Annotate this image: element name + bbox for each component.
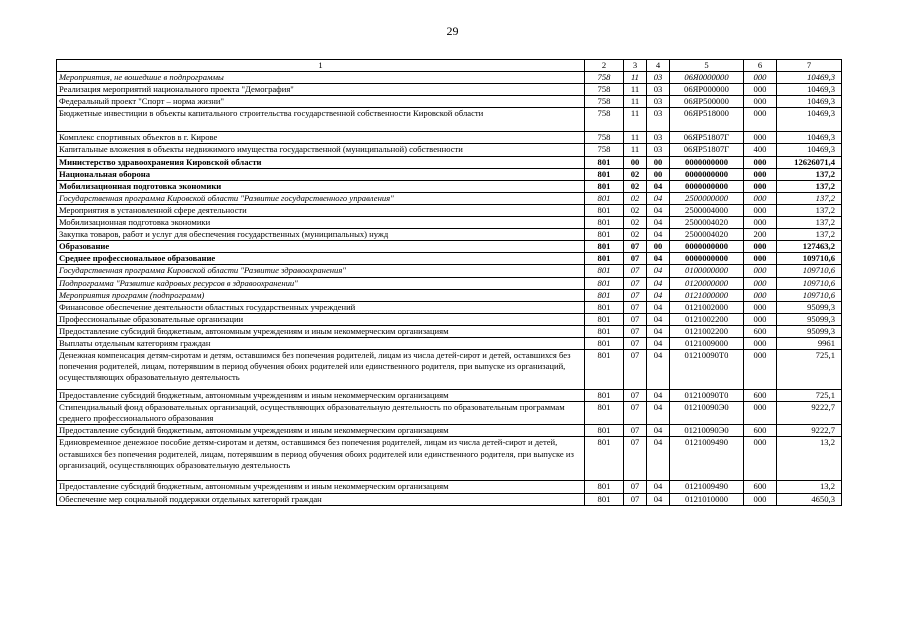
- cell-name: Государственная программа Кировской области "Развитие государственного управления": [57, 192, 585, 204]
- cell-section: 11: [624, 96, 647, 108]
- cell-amount: 137,2: [777, 204, 842, 216]
- budget-table: [56, 59, 842, 506]
- cell-amount: 9222,7: [777, 402, 842, 425]
- table-row: [57, 425, 842, 437]
- cell-section: 11: [624, 132, 647, 144]
- cell-name: Реализация мероприятий национального проекта "Демография": [57, 84, 585, 96]
- cell-subsection: 03: [647, 72, 670, 84]
- cell-subsection: 04: [647, 192, 670, 204]
- cell-section: 07: [624, 402, 647, 425]
- cell-section: 07: [624, 493, 647, 505]
- cell-ministry-code: 801: [585, 337, 624, 349]
- cell-name: Федеральный проект "Спорт – норма жизни": [57, 96, 585, 108]
- cell-subsection: 04: [647, 493, 670, 505]
- cell-target-article: 06ЯР500000: [670, 96, 744, 108]
- table-row: [57, 144, 842, 156]
- cell-expense-type: 000: [744, 156, 777, 168]
- header-cell-ministry: 2: [585, 60, 624, 72]
- cell-subsection: 03: [647, 96, 670, 108]
- cell-target-article: 2500004000: [670, 204, 744, 216]
- cell-ministry-code: 801: [585, 350, 624, 390]
- table-row: [57, 204, 842, 216]
- cell-amount: 10469,3: [777, 108, 842, 132]
- cell-ministry-code: 801: [585, 325, 624, 337]
- cell-amount: 137,2: [777, 217, 842, 229]
- table-row: [57, 84, 842, 96]
- cell-expense-type: 000: [744, 72, 777, 84]
- cell-expense-type: 600: [744, 425, 777, 437]
- table-row: [57, 229, 842, 241]
- cell-target-article: 0000000000: [670, 241, 744, 253]
- cell-section: 07: [624, 481, 647, 493]
- cell-subsection: 04: [647, 437, 670, 481]
- cell-expense-type: 000: [744, 337, 777, 349]
- cell-name: Национальная оборона: [57, 168, 585, 180]
- cell-amount: 10469,3: [777, 84, 842, 96]
- cell-section: 07: [624, 301, 647, 313]
- table-row: [57, 337, 842, 349]
- table-row: [57, 72, 842, 84]
- cell-subsection: 00: [647, 156, 670, 168]
- cell-target-article: 0121000000: [670, 289, 744, 301]
- cell-subsection: 04: [647, 301, 670, 313]
- table-row: [57, 493, 842, 505]
- cell-subsection: 04: [647, 325, 670, 337]
- table-row: [57, 402, 842, 425]
- cell-section: 07: [624, 390, 647, 402]
- cell-ministry-code: 801: [585, 168, 624, 180]
- cell-name: Профессиональные образовательные организации: [57, 313, 585, 325]
- cell-target-article: 06ЯР51807Г: [670, 144, 744, 156]
- cell-amount: 137,2: [777, 180, 842, 192]
- header-cell-name: 1: [57, 60, 585, 72]
- cell-section: 02: [624, 192, 647, 204]
- cell-section: 07: [624, 325, 647, 337]
- cell-expense-type: 000: [744, 168, 777, 180]
- cell-ministry-code: 801: [585, 277, 624, 289]
- cell-ministry-code: 801: [585, 301, 624, 313]
- cell-name: Капитальные вложения в объекты недвижимого имущества государственной (муниципальной) собственности: [57, 144, 585, 156]
- table-row: [57, 217, 842, 229]
- cell-ministry-code: 758: [585, 72, 624, 84]
- header-cell-amount: 7: [777, 60, 842, 72]
- cell-target-article: 0121009000: [670, 337, 744, 349]
- cell-name: Бюджетные инвестиции в объекты капитального строительства государственной собственности Кировской области: [57, 108, 585, 132]
- cell-ministry-code: 801: [585, 289, 624, 301]
- cell-name: Мобилизационная подготовка экономики: [57, 217, 585, 229]
- cell-section: 11: [624, 144, 647, 156]
- table-row: [57, 108, 842, 132]
- cell-expense-type: 000: [744, 437, 777, 481]
- cell-target-article: 2500000000: [670, 192, 744, 204]
- cell-section: 07: [624, 337, 647, 349]
- table-row: [57, 437, 842, 481]
- cell-expense-type: 000: [744, 265, 777, 277]
- cell-subsection: 03: [647, 144, 670, 156]
- cell-name: Финансовое обеспечение деятельности областных государственных учреждений: [57, 301, 585, 313]
- cell-section: 07: [624, 289, 647, 301]
- table-row: [57, 168, 842, 180]
- header-row: [57, 60, 842, 72]
- cell-name: Закупка товаров, работ и услуг для обеспечения государственных (муниципальных) нужд: [57, 229, 585, 241]
- cell-subsection: 04: [647, 481, 670, 493]
- cell-section: 02: [624, 204, 647, 216]
- cell-amount: 95099,3: [777, 301, 842, 313]
- cell-subsection: 00: [647, 168, 670, 180]
- cell-amount: 13,2: [777, 481, 842, 493]
- cell-target-article: 0121002200: [670, 325, 744, 337]
- cell-target-article: 2500004020: [670, 217, 744, 229]
- header-cell-subsection: 4: [647, 60, 670, 72]
- cell-ministry-code: 758: [585, 108, 624, 132]
- cell-ministry-code: 801: [585, 265, 624, 277]
- cell-amount: 12626071,4: [777, 156, 842, 168]
- cell-ministry-code: 801: [585, 425, 624, 437]
- cell-expense-type: 000: [744, 180, 777, 192]
- cell-expense-type: 000: [744, 301, 777, 313]
- cell-target-article: 01210090Э0: [670, 425, 744, 437]
- cell-subsection: 03: [647, 108, 670, 132]
- cell-target-article: 0121009490: [670, 481, 744, 493]
- cell-target-article: 06ЯР51807Г: [670, 132, 744, 144]
- cell-amount: 137,2: [777, 192, 842, 204]
- table-row: [57, 325, 842, 337]
- cell-name: Мероприятия программ (подпрограмм): [57, 289, 585, 301]
- cell-section: 02: [624, 229, 647, 241]
- cell-name: Мобилизационная подготовка экономики: [57, 180, 585, 192]
- cell-target-article: 01210090Э0: [670, 402, 744, 425]
- cell-expense-type: 600: [744, 390, 777, 402]
- cell-name: Предоставление субсидий бюджетным, автономным учреждениям и иным некоммерческим организациям: [57, 425, 585, 437]
- cell-amount: 725,1: [777, 390, 842, 402]
- cell-amount: 109710,6: [777, 253, 842, 265]
- cell-subsection: 00: [647, 241, 670, 253]
- cell-ministry-code: 801: [585, 156, 624, 168]
- table-row: [57, 481, 842, 493]
- cell-amount: 109710,6: [777, 265, 842, 277]
- cell-subsection: 03: [647, 132, 670, 144]
- cell-section: 07: [624, 241, 647, 253]
- page-number: 29: [446, 24, 459, 38]
- cell-name: Стипендиальный фонд образовательных организаций, осуществляющих образовательную деятельность по образовательным программам среднего профессионального образования: [57, 402, 585, 425]
- cell-expense-type: 600: [744, 325, 777, 337]
- cell-name: Единовременное денежное пособие детям-сиротам и детям, оставшимся без попечения родителей, лицам из числа детей-сирот и детей, оставшихся без попечения родителей, лицам, потерявшим в период обучения обоих родителей или единственного родителя, при выпуске из организаций, осуществляющих образовательную деятельность: [57, 437, 585, 481]
- cell-expense-type: 000: [744, 350, 777, 390]
- cell-subsection: 04: [647, 180, 670, 192]
- cell-section: 11: [624, 108, 647, 132]
- cell-amount: 10469,3: [777, 96, 842, 108]
- cell-section: 11: [624, 72, 647, 84]
- cell-name: Подпрограмма "Развитие кадровых ресурсов в здравоохранении": [57, 277, 585, 289]
- cell-amount: 9222,7: [777, 425, 842, 437]
- cell-expense-type: 000: [744, 493, 777, 505]
- cell-section: 07: [624, 350, 647, 390]
- cell-expense-type: 000: [744, 402, 777, 425]
- cell-expense-type: 000: [744, 277, 777, 289]
- header-cell-target-article: 5: [670, 60, 744, 72]
- cell-amount: 127463,2: [777, 241, 842, 253]
- cell-target-article: 0100000000: [670, 265, 744, 277]
- cell-subsection: 04: [647, 337, 670, 349]
- cell-expense-type: 000: [744, 84, 777, 96]
- cell-subsection: 04: [647, 265, 670, 277]
- cell-expense-type: 400: [744, 144, 777, 156]
- cell-ministry-code: 801: [585, 192, 624, 204]
- cell-subsection: 04: [647, 229, 670, 241]
- header-cell-section: 3: [624, 60, 647, 72]
- cell-expense-type: 000: [744, 241, 777, 253]
- cell-target-article: 06Я0000000: [670, 72, 744, 84]
- cell-amount: 10469,3: [777, 132, 842, 144]
- cell-ministry-code: 801: [585, 253, 624, 265]
- cell-name: Предоставление субсидий бюджетным, автономным учреждениям и иным некоммерческим организациям: [57, 390, 585, 402]
- cell-expense-type: 000: [744, 108, 777, 132]
- cell-subsection: 04: [647, 289, 670, 301]
- cell-name: Среднее профессиональное образование: [57, 253, 585, 265]
- cell-section: 07: [624, 277, 647, 289]
- cell-amount: 137,2: [777, 229, 842, 241]
- cell-ministry-code: 801: [585, 180, 624, 192]
- cell-section: 07: [624, 265, 647, 277]
- cell-expense-type: 000: [744, 217, 777, 229]
- cell-subsection: 04: [647, 217, 670, 229]
- table-row: [57, 156, 842, 168]
- cell-ministry-code: 758: [585, 144, 624, 156]
- table-row: [57, 390, 842, 402]
- cell-subsection: 04: [647, 402, 670, 425]
- cell-ministry-code: 801: [585, 390, 624, 402]
- cell-subsection: 04: [647, 425, 670, 437]
- cell-subsection: 04: [647, 313, 670, 325]
- cell-target-article: 06ЯР000000: [670, 84, 744, 96]
- cell-section: 02: [624, 168, 647, 180]
- cell-subsection: 04: [647, 350, 670, 390]
- cell-section: 11: [624, 84, 647, 96]
- cell-ministry-code: 758: [585, 132, 624, 144]
- cell-name: Министерство здравоохранения Кировской области: [57, 156, 585, 168]
- cell-target-article: 0000000000: [670, 156, 744, 168]
- cell-expense-type: 000: [744, 253, 777, 265]
- cell-target-article: 0120000000: [670, 277, 744, 289]
- cell-amount: 137,2: [777, 168, 842, 180]
- cell-ministry-code: 801: [585, 493, 624, 505]
- cell-amount: 95099,3: [777, 313, 842, 325]
- cell-ministry-code: 801: [585, 313, 624, 325]
- cell-section: 00: [624, 156, 647, 168]
- cell-ministry-code: 801: [585, 241, 624, 253]
- cell-name: Мероприятия, не вошедшие в подпрограммы: [57, 72, 585, 84]
- cell-section: 07: [624, 437, 647, 481]
- cell-ministry-code: 801: [585, 229, 624, 241]
- cell-expense-type: 000: [744, 204, 777, 216]
- cell-name: Денежная компенсация детям-сиротам и детям, оставшимся без попечения родителей, лицам из числа детей-сирот и детей, оставшихся без попечения родителей, лицам, потерявшим в период обучения обоих родителей или единственного родителя, при выпуске из организаций, осуществляющих образовательную деятельность: [57, 350, 585, 390]
- cell-expense-type: 000: [744, 192, 777, 204]
- cell-amount: 13,2: [777, 437, 842, 481]
- cell-expense-type: 000: [744, 313, 777, 325]
- cell-subsection: 04: [647, 204, 670, 216]
- cell-name: Образование: [57, 241, 585, 253]
- cell-name: Комплекс спортивных объектов в г. Кирове: [57, 132, 585, 144]
- table-row: [57, 313, 842, 325]
- table-row: [57, 241, 842, 253]
- cell-target-article: 0121009490: [670, 437, 744, 481]
- cell-amount: 95099,3: [777, 325, 842, 337]
- cell-ministry-code: 801: [585, 437, 624, 481]
- cell-amount: 4650,3: [777, 493, 842, 505]
- cell-target-article: 2500004020: [670, 229, 744, 241]
- cell-amount: 109710,6: [777, 277, 842, 289]
- cell-subsection: 03: [647, 84, 670, 96]
- cell-section: 02: [624, 217, 647, 229]
- cell-ministry-code: 801: [585, 481, 624, 493]
- table-row: [57, 132, 842, 144]
- cell-section: 07: [624, 313, 647, 325]
- cell-expense-type: 600: [744, 481, 777, 493]
- table-row: [57, 289, 842, 301]
- cell-subsection: 04: [647, 277, 670, 289]
- cell-expense-type: 000: [744, 132, 777, 144]
- cell-ministry-code: 801: [585, 217, 624, 229]
- cell-section: 07: [624, 253, 647, 265]
- cell-name: Предоставление субсидий бюджетным, автономным учреждениям и иным некоммерческим организациям: [57, 481, 585, 493]
- cell-target-article: 0121002200: [670, 313, 744, 325]
- cell-target-article: 0000000000: [670, 253, 744, 265]
- table-row: [57, 180, 842, 192]
- cell-amount: 10469,3: [777, 72, 842, 84]
- cell-amount: 9961: [777, 337, 842, 349]
- cell-name: Обеспечение мер социальной поддержки отдельных категорий граждан: [57, 493, 585, 505]
- cell-expense-type: 200: [744, 229, 777, 241]
- cell-expense-type: 000: [744, 289, 777, 301]
- cell-amount: 10469,3: [777, 144, 842, 156]
- cell-target-article: 01210090Т0: [670, 390, 744, 402]
- cell-ministry-code: 758: [585, 84, 624, 96]
- table-row: [57, 277, 842, 289]
- cell-ministry-code: 801: [585, 204, 624, 216]
- cell-amount: 725,1: [777, 350, 842, 390]
- cell-ministry-code: 801: [585, 402, 624, 425]
- table-row: [57, 96, 842, 108]
- cell-amount: 109710,6: [777, 289, 842, 301]
- cell-name: Предоставление субсидий бюджетным, автономным учреждениям и иным некоммерческим организациям: [57, 325, 585, 337]
- cell-name: Мероприятия в установленной сфере деятельности: [57, 204, 585, 216]
- cell-name: Выплаты отдельным категориям граждан: [57, 337, 585, 349]
- cell-ministry-code: 758: [585, 96, 624, 108]
- cell-target-article: 0121010000: [670, 493, 744, 505]
- cell-target-article: 0000000000: [670, 168, 744, 180]
- cell-name: Государственная программа Кировской области "Развитие здравоохранения": [57, 265, 585, 277]
- table-row: [57, 253, 842, 265]
- cell-target-article: 06ЯР518000: [670, 108, 744, 132]
- cell-subsection: 04: [647, 253, 670, 265]
- cell-target-article: 0000000000: [670, 180, 744, 192]
- cell-section: 07: [624, 425, 647, 437]
- header-cell-expense-type: 6: [744, 60, 777, 72]
- table-row: [57, 350, 842, 390]
- table-row: [57, 192, 842, 204]
- cell-section: 02: [624, 180, 647, 192]
- cell-target-article: 0121002000: [670, 301, 744, 313]
- cell-expense-type: 000: [744, 96, 777, 108]
- table-row: [57, 301, 842, 313]
- cell-target-article: 01210090Т0: [670, 350, 744, 390]
- cell-subsection: 04: [647, 390, 670, 402]
- table-row: [57, 265, 842, 277]
